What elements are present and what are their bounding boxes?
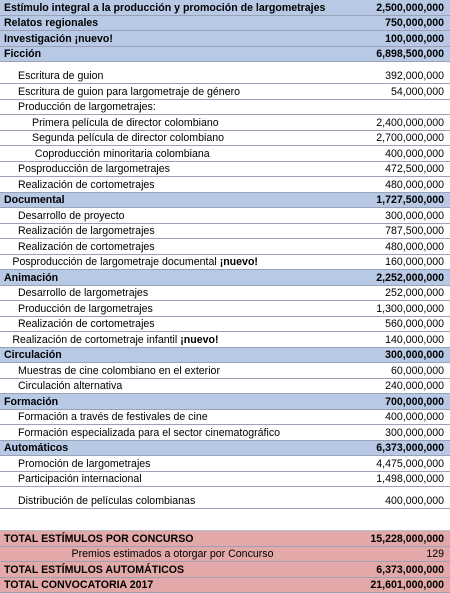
table-row bbox=[0, 379, 450, 395]
section-header-row bbox=[0, 31, 450, 47]
row-value: 300,000,000 bbox=[385, 349, 444, 361]
row-label-text: Escritura de guion para largometraje de género bbox=[18, 86, 240, 98]
row-value: 700,000,000 bbox=[385, 396, 444, 408]
row-label bbox=[18, 179, 155, 191]
row-value: 6,373,000,000 bbox=[376, 564, 444, 576]
row-value: 129 bbox=[426, 548, 444, 560]
row-label bbox=[18, 101, 156, 113]
row-label bbox=[32, 117, 219, 129]
row-label-text: Documental bbox=[4, 194, 65, 206]
table-row bbox=[0, 162, 450, 178]
row-value: 2,500,000,000 bbox=[376, 2, 444, 14]
row-value: 392,000,000 bbox=[385, 70, 444, 82]
row-value: 1,300,000,000 bbox=[376, 303, 444, 315]
new-badge: ¡nuevo! bbox=[220, 256, 258, 268]
row-label bbox=[4, 2, 325, 14]
table-row bbox=[0, 301, 450, 317]
row-label-text: Realización de largometrajes bbox=[18, 225, 155, 237]
row-label bbox=[18, 225, 155, 237]
row-label-text: Formación bbox=[4, 396, 58, 408]
table-row bbox=[0, 456, 450, 472]
row-label bbox=[0, 548, 345, 560]
row-label-text: TOTAL ESTÍMULOS AUTOMÁTICOS bbox=[4, 564, 184, 576]
spacer-row bbox=[0, 509, 450, 531]
table-row bbox=[0, 363, 450, 379]
table-row bbox=[0, 208, 450, 224]
row-label-text: Premios estimados a otorgar por Concurso bbox=[72, 548, 274, 560]
row-value: 160,000,000 bbox=[385, 256, 444, 268]
row-label-text: Formación especializada para el sector cinematográfico bbox=[18, 427, 280, 439]
section-header-row bbox=[0, 394, 450, 410]
row-label bbox=[18, 365, 220, 377]
row-label-text: TOTAL ESTÍMULOS POR CONCURSO bbox=[4, 533, 194, 545]
total-row bbox=[0, 578, 450, 593]
row-label bbox=[4, 194, 65, 206]
row-label-text: Escritura de guion bbox=[18, 70, 103, 82]
row-label-text: Distribución de películas colombianas bbox=[18, 495, 195, 507]
row-value: 6,373,000,000 bbox=[376, 442, 444, 454]
section-header-row bbox=[0, 0, 450, 16]
row-label-text: Animación bbox=[4, 272, 58, 284]
row-value: 472,500,000 bbox=[385, 163, 444, 175]
table-row bbox=[0, 472, 450, 488]
row-label-text: Relatos regionales bbox=[4, 17, 98, 29]
table-row bbox=[0, 410, 450, 426]
row-label bbox=[4, 579, 153, 591]
row-value: 560,000,000 bbox=[385, 318, 444, 330]
row-value: 21,601,000,000 bbox=[370, 579, 444, 591]
row-label-text: Primera película de director colombiano bbox=[32, 117, 219, 129]
row-label-text: Circulación bbox=[4, 349, 62, 361]
row-label bbox=[18, 318, 155, 330]
row-label-text: Posproducción de largometraje documental bbox=[12, 256, 216, 268]
new-badge: ¡nuevo! bbox=[180, 334, 218, 346]
table-row bbox=[0, 62, 450, 84]
row-label-text: Desarrollo de proyecto bbox=[18, 210, 125, 222]
row-label bbox=[12, 256, 258, 268]
table-row bbox=[0, 224, 450, 240]
row-label bbox=[18, 287, 148, 299]
table-row bbox=[0, 146, 450, 162]
row-label-text: Participación internacional bbox=[18, 473, 142, 485]
row-value: 400,000,000 bbox=[385, 411, 444, 423]
row-value: 480,000,000 bbox=[385, 179, 444, 191]
row-label bbox=[4, 349, 62, 361]
row-label bbox=[18, 303, 153, 315]
row-label bbox=[4, 396, 58, 408]
row-value: 480,000,000 bbox=[385, 241, 444, 253]
section-header-row bbox=[0, 348, 450, 364]
row-label-text: Realización de cortometrajes bbox=[18, 241, 155, 253]
row-label-text: Realización de cortometrajes bbox=[18, 318, 155, 330]
row-label-text: Producción de largometrajes bbox=[18, 303, 153, 315]
row-label bbox=[18, 70, 103, 82]
total-row bbox=[0, 531, 450, 547]
row-value: 100,000,000 bbox=[385, 33, 444, 45]
row-label bbox=[4, 48, 41, 60]
table-row bbox=[0, 84, 450, 100]
row-label-text: Circulación alternativa bbox=[18, 380, 122, 392]
row-label bbox=[4, 533, 194, 545]
table-row bbox=[0, 239, 450, 255]
row-label-text: Realización de cortometrajes bbox=[18, 179, 155, 191]
table-row bbox=[0, 487, 450, 509]
section-header-row bbox=[0, 16, 450, 32]
row-value: 240,000,000 bbox=[385, 380, 444, 392]
row-value: 54,000,000 bbox=[391, 86, 444, 98]
row-label-text: Coproducción minoritaria colombiana bbox=[35, 148, 210, 160]
row-label-text: TOTAL CONVOCATORIA 2017 bbox=[4, 579, 153, 591]
row-value: 140,000,000 bbox=[385, 334, 444, 346]
section-header-row bbox=[0, 47, 450, 63]
row-label-text: Desarrollo de largometrajes bbox=[18, 287, 148, 299]
row-label bbox=[18, 458, 150, 470]
table-row bbox=[0, 255, 450, 271]
row-value: 60,000,000 bbox=[391, 365, 444, 377]
row-label bbox=[18, 495, 195, 507]
total-row bbox=[0, 547, 450, 563]
row-label-text: Promoción de largometrajes bbox=[18, 458, 150, 470]
row-label-text: Investigación ¡nuevo! bbox=[4, 33, 113, 45]
row-value: 400,000,000 bbox=[385, 148, 444, 160]
row-value: 300,000,000 bbox=[385, 210, 444, 222]
row-label bbox=[4, 33, 113, 45]
row-label bbox=[4, 272, 58, 284]
table-row bbox=[0, 115, 450, 131]
row-label bbox=[35, 148, 210, 160]
row-label bbox=[18, 241, 155, 253]
section-header-row bbox=[0, 270, 450, 286]
row-label-text: Realización de cortometraje infantil bbox=[12, 334, 177, 346]
row-label bbox=[32, 132, 224, 144]
row-value: 15,228,000,000 bbox=[370, 533, 444, 545]
row-value: 400,000,000 bbox=[385, 495, 444, 507]
table-row bbox=[0, 317, 450, 333]
row-label-text: Producción de largometrajes: bbox=[18, 101, 156, 113]
row-label bbox=[4, 442, 68, 454]
table-row bbox=[0, 425, 450, 441]
row-label bbox=[18, 210, 125, 222]
row-label-text: Automáticos bbox=[4, 442, 68, 454]
row-label-text: Muestras de cine colombiano en el exterior bbox=[18, 365, 220, 377]
row-value: 750,000,000 bbox=[385, 17, 444, 29]
row-label bbox=[18, 380, 122, 392]
row-value: 300,000,000 bbox=[385, 427, 444, 439]
row-label bbox=[4, 17, 98, 29]
table-row bbox=[0, 131, 450, 147]
row-value: 6,898,500,000 bbox=[376, 48, 444, 60]
table-row bbox=[0, 177, 450, 193]
row-label bbox=[18, 473, 142, 485]
row-value: 252,000,000 bbox=[385, 287, 444, 299]
row-value: 1,727,500,000 bbox=[376, 194, 444, 206]
table-row bbox=[0, 332, 450, 348]
row-value: 4,475,000,000 bbox=[376, 458, 444, 470]
table-row bbox=[0, 100, 450, 116]
row-label bbox=[18, 411, 208, 423]
section-header-row bbox=[0, 441, 450, 457]
row-label-text: Estímulo integral a la producción y promoción de largometrajes bbox=[4, 2, 325, 14]
row-label bbox=[4, 564, 184, 576]
row-label bbox=[18, 163, 170, 175]
row-label bbox=[18, 427, 280, 439]
row-value: 2,700,000,000 bbox=[376, 132, 444, 144]
row-label-text: Posproducción de largometrajes bbox=[18, 163, 170, 175]
row-value: 2,252,000,000 bbox=[376, 272, 444, 284]
row-label-text: Segunda película de director colombiano bbox=[32, 132, 224, 144]
row-value: 787,500,000 bbox=[385, 225, 444, 237]
table-row bbox=[0, 286, 450, 302]
section-header-row bbox=[0, 193, 450, 209]
row-label bbox=[18, 86, 240, 98]
row-value: 1,498,000,000 bbox=[376, 473, 444, 485]
total-row bbox=[0, 562, 450, 578]
row-label-text: Ficción bbox=[4, 48, 41, 60]
row-label-text: Formación a través de festivales de cine bbox=[18, 411, 208, 423]
row-value: 2,400,000,000 bbox=[376, 117, 444, 129]
row-label bbox=[12, 334, 218, 346]
